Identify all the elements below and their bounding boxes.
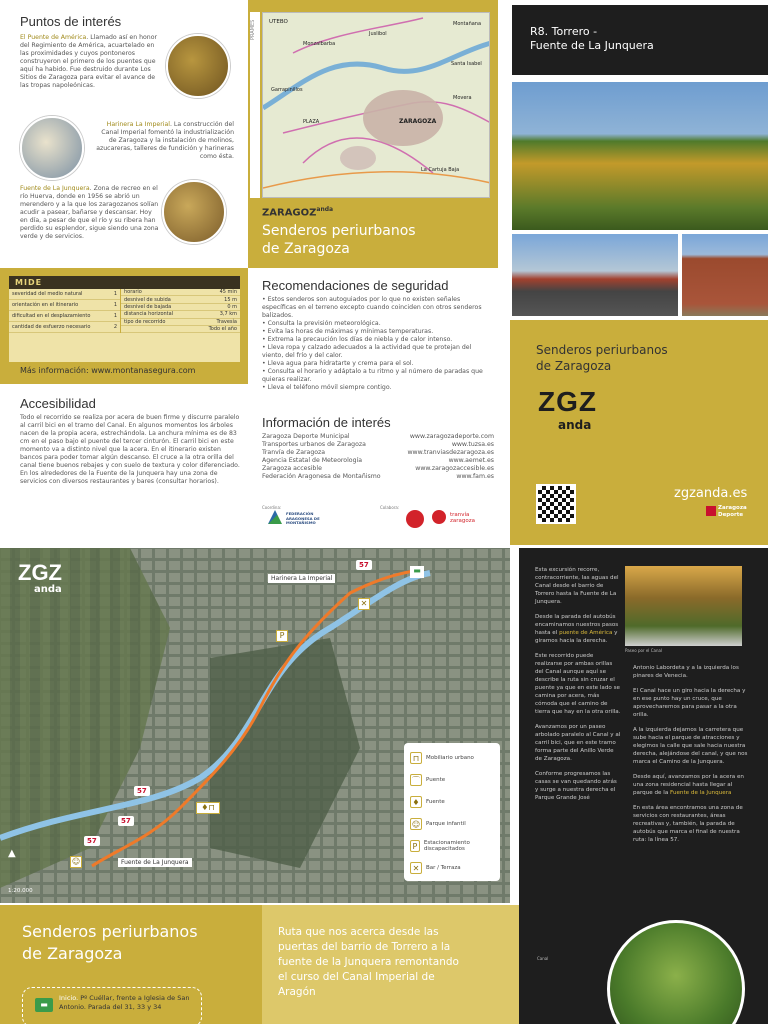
tagline: Ruta que nos acerca desde las puertas del barrio de Torrero a la fuente de la Junquera remontando el curso del Canal Imperial de Aragón [278,926,459,998]
overview-map-svg [263,13,490,198]
route-map[interactable] [0,548,510,903]
bus-stop-marker[interactable]: 57 [118,816,134,826]
info-row [262,457,494,465]
photo-paseo-canal [625,566,742,646]
mide-value: 15 m [224,296,237,303]
tagline-panel [262,905,519,1024]
inicio-label: Inicio. [59,994,79,1002]
map-label-juslibol: Juslibol [369,31,387,37]
map-label-cartuja: La Cartuja Baja [421,167,460,173]
bench-icon: ⊓ [410,752,422,764]
recomendacion-item: • Evita las horas de máximas y mínimas temperaturas. [262,328,434,335]
inicio-text [59,994,199,1012]
map-label-fuente-junquera: Fuente de La Junquera [118,858,192,867]
map-label-movera: Movera [453,95,472,101]
legend-label: Mobiliario urbano [426,755,474,761]
legend-label: Bar / Terraza [426,865,461,871]
poi-photo-puente [166,34,230,98]
bottom-band [0,905,519,1024]
website-link[interactable]: zgzanda.es [674,486,748,501]
bar-icon: ✕ [410,862,422,874]
cover-photo-canal [512,82,768,230]
mide-value: 1 [113,313,117,319]
bus-icon: ▬ [35,998,53,1012]
desc-para: En esta área encontramos una zona de servicios con restaurantes, áreas recreativas y, también, la parada de autobús que marca el final de nuestra ruta: la línea 57. [633,805,743,843]
mide-label: severidad del medio natural [12,291,83,297]
bottom-title [22,921,198,965]
bus-stop-marker[interactable]: 57 [356,560,372,570]
map-label-monzalbarba: Monzalbarba [303,41,336,47]
bottom-title-line1: Senderos periurbanos [22,922,198,941]
mide-row [9,289,120,300]
desc-para: Esta excursión recorre, contracorriente, las aguas del Canal desde el barrio de Torrero hasta la Fuente de La Junquera. [535,567,619,605]
tranvia-logo-text: tranvía zaragoza [450,512,476,524]
desc-para: Avanzamos por un paseo arbolado paralelo al Canal y al carril bici, que en este tramo forma parte del Anillo Verde de Zaragoza. [535,724,621,762]
description-col1 [535,566,621,809]
zaragozanda-sup: anda [316,206,334,213]
mide-value: Travesía [216,318,237,325]
mide-label: horario [124,289,142,296]
poi-name: Fuente de La Junquera [20,185,90,192]
info-title: Información de interés [262,415,391,430]
mide-label: dificultad en el desplazamiento [12,313,91,319]
mide-row [121,326,240,333]
poi-fuente [20,185,160,241]
north-arrow-icon: ▲ [8,848,16,859]
route-line1: R8. Torrero - [530,25,598,38]
legend-row [410,769,494,791]
legend-row [410,747,494,769]
desc-text: y giramos hacia la derecha. [535,630,618,644]
panel-recomendaciones [248,0,510,545]
map-zgz-logo: ZGZ [18,560,62,585]
desc-para: Conforme progresamos las casas se van quedando atrás y surge a nuestra derecha el Parque Grande José [535,771,617,801]
bus-stop-marker[interactable]: 57 [134,786,150,796]
cover-title [536,342,668,374]
desc-para [535,613,621,645]
mide-value: 3,7 km [219,311,237,318]
accesibilidad-text: Todo el recorrido se realiza por acera de buen firme y discurre paralelo al carril bici en el tramo del Canal. En algunos momentos los árboles nacen de la propia acera, estrechándola. La anchura mínima es de 83 cm en el paso bajo el puente del tercer cinturón. El carril bici en este momento va a distinto nivel que la acera. En el itinerario existen bancos para poder tomar algún descanso. El cruce a la otra orilla del canal tiene buenos rebajes y con suelo de textura y color diferenciado. En los alrededores de la Fuente de la Junquera hay una zona de servicios con diversos restaurantes y bares (consultar horarios). [20,414,240,485]
poi-text: . La construcción del Canal Imperial fomentó la industrialización de Zaragoza y la instalación de molinos, azucareras, talleres de fundición y harineras como ésta. [96,121,234,160]
cover-gold [510,320,768,545]
recomendacion-item: • Lleva ropa y calzado adecuados a la actividad que te protejan del viento, del frío y del calor. [262,344,472,359]
tuzsa-logo-icon [406,510,424,528]
coordina-label: Coordina: [262,505,282,510]
caption-canal: Canal [537,956,549,961]
parking-icon: P [410,840,420,852]
desc-para: Este recorrido puede realizarse por ambas orillas del Canal aunque aquí se describe la ruta sin cruzar el puente ya que en este lado se camina por acera, más cómoda que el camino de tierra que hay en la otra orilla. [535,653,621,715]
poi-harinera [92,121,234,161]
brand-title-line2: de Zaragoza [262,241,350,257]
info-list [262,433,494,481]
poi-name: El Puente de América [20,34,87,41]
recomendaciones-list [262,296,494,392]
zaragozanda-text: ZARAGOZ [262,207,317,219]
mide-label: desnivel de bajada [124,303,172,310]
parking-marker-icon[interactable]: P [276,630,288,642]
fam-logo-text: FEDERACIÓN ARAGONESA DE MONTAÑISMO [286,511,320,525]
map-label-garrapinillos: Garrapinillos [271,87,303,93]
bar-marker-icon[interactable]: ✕ [358,598,370,610]
desc-para: El Canal hace un giro hacia la derecha y en ese punto hay un cruce, que aprovecharemos para pasar a la otra orilla. [633,688,746,718]
mide-row [9,322,120,333]
accesibilidad-title: Accesibilidad [20,396,96,411]
route-description [519,548,768,1024]
legend-label: Fuente [426,799,445,805]
legend-label: Puente [426,777,446,783]
map-zgz-logo-sub: anda [34,584,62,595]
fountain-icon: ♦ [410,796,422,808]
info-name: Federación Aragonesa de Montañismo [262,473,381,480]
map-label-harinera: Harinera La Imperial [268,574,335,583]
route-label [512,5,768,75]
overview-map[interactable] [262,12,490,198]
caption-paseo: Paseo por el Canal [625,648,663,653]
cover-photo-puente [512,234,678,316]
zgz-logo-sub: anda [558,418,592,432]
panel-puntos [0,0,248,545]
mide-table [8,275,241,363]
map-label-plaza: PLAZA [303,119,320,125]
desc-highlight: puente de América [559,630,613,636]
bench-marker-icon[interactable]: ♦⊓ [196,802,220,814]
deporte-line1: Zaragoza [718,505,747,511]
recomendacion-item: • Lleva agua para hidratarte y crema para el sol. [262,360,414,367]
legend-row [410,857,494,879]
info-row [262,465,494,473]
mide-row [121,304,240,311]
info-url[interactable]: www.aemet.es [448,457,494,464]
brand-title-line1: Senderos periurbanos [262,223,416,239]
desc-para [633,773,753,797]
info-url[interactable]: www.tuzsa.es [451,441,494,448]
mide-row [121,296,240,303]
mide-row [121,311,240,318]
poi-photo-harinera [20,116,84,180]
bus-stop-marker[interactable]: 57 [84,836,100,846]
mas-info[interactable]: Más información: www.montanasegura.com [20,366,196,375]
poi-text: . Llamado así en honor del Regimiento de América, acuartelado en las proximidades y cuyos pontoneros construyeron el primero de los puentes que aquí ha habido. Fue destruido durante Los Sitios de Zaragoza para evitar el avance de las tropas napoleónicas. [20,34,158,89]
desc-text: Desde aquí, avanzamos por la acera en una zona residencial hasta llegar al parque de la [633,774,744,796]
mide-right-col [121,289,240,333]
mide-row [121,319,240,326]
tranvia-logo-icon [432,510,446,524]
recomendacion-item: • Consulta el horario y adáptalo a tu ritmo y al número de paradas que quieras realizar. [262,368,483,383]
info-name: Zaragoza Deporte Municipal [262,433,350,440]
info-url[interactable]: www.zaragozaccesible.es [415,465,494,472]
mide-label: orientación en el itinerario [12,302,79,308]
photo-canal-circle [607,920,745,1024]
mide-value: 1 [113,291,117,297]
cover-photo-harinera [682,234,768,316]
recomendacion-item: • Estos senderos son autoguiados por lo que no existen señales específicas en el terreno excepto cuando coinciden con otros senderos balizados. [262,296,482,319]
zgz-logo: ZGZ [538,386,597,417]
map-label-zaragoza: ZARAGOZA [399,118,437,125]
route-line2: Fuente de La Junquera [530,39,654,52]
desc-para: A la izquierda dejamos la carretera que sube hacia el parque de atracciones y elegimos la calle que sale hacia nuestra derecha, alejándose del canal, y que nos marca el Camino de la Junquera. [633,727,748,765]
brand-title [262,222,416,258]
bridge-icon: ⌒ [412,775,420,785]
bus-start-icon[interactable]: ▬ [410,566,424,578]
panel-cover [510,0,768,545]
inicio-box [22,987,202,1024]
puntos-title: Puntos de interés [20,14,122,29]
poi-text: . Zona de recreo en el río Huerva, donde en 1956 se abrió un merendero y a la que los zaragozanos solían acudir a pasear, bañarse y descansar. Hoy en día, a pesar de que el río y su ribera han perdido su esplendor, sigue siendo una zona verde y de servicios. [20,185,159,240]
legend-row [410,835,494,857]
map-legend [404,743,500,881]
recomendacion-item: • Extrema la precaución los días de niebla y de calor intenso. [262,336,453,343]
inicio-detail: Pº Cuéllar, frente a Iglesia de San Antonio. Parada del 31, 33 y 34 [59,994,190,1011]
info-row [262,433,494,441]
mide-value: 2 [113,324,117,330]
mide-value: Todo el año [208,326,237,333]
playground-icon: ☺ [411,819,421,829]
playground-marker-icon[interactable]: ☺ [71,857,81,866]
fam-logo-icon [268,510,282,524]
map-label-utebo: UTEBO [269,19,288,25]
mide-left-col [9,289,121,333]
info-url[interactable]: www.tranviasdezaragoza.es [407,449,494,456]
info-name: Transportes urbanos de Zaragoza [262,441,366,448]
info-url[interactable]: www.fam.es [456,473,494,480]
mide-row [9,311,120,322]
desc-text: Desde la parada del autobús encaminamos nuestros pasos hasta el [535,614,619,636]
mide-label: tipo de recorrido [124,318,166,325]
zaragozanda-logo [262,206,333,218]
map-label-santa-isabel: Santa Isabel [451,61,482,67]
desc-highlight: Fuente de la Junquera [670,790,732,796]
legend-row [410,813,494,835]
colabora-label: Colabora: [380,505,400,510]
info-row [262,441,494,449]
mide-value: 45 min [219,289,237,296]
prames-label: PRAMES [250,19,256,40]
mide-row [121,289,240,296]
desc-para: Antonio Labordeta y a la izquierda los pinares de Venecia. [633,665,739,679]
legend-row [410,791,494,813]
info-name: Zaragoza accesible [262,465,322,472]
mide-label: cantidad de esfuerzo necesario [12,324,91,330]
deporte-line2: Deporte [718,511,744,518]
mide-value: 1 [113,302,117,308]
info-row [262,473,494,481]
recomendacion-item: • Lleva el teléfono móvil siempre contigo. [262,384,392,391]
mide-label: distancia horizontal [124,311,174,318]
deporte-logo-text [718,505,747,518]
recomendacion-item: • Consulta la previsión meteorológica. [262,320,381,327]
mide-title: MIDE [9,276,240,289]
cover-title-line1: Senderos periurbanos [536,343,668,357]
legend-label: Parque infantil [426,821,466,827]
info-name: Agencia Estatal de Meteorología [262,457,363,464]
map-label-montanana: Montañana [453,21,482,27]
poi-puente-america [20,34,160,90]
info-row [262,449,494,457]
description-col2 [633,664,753,851]
info-name: Tranvía de Zaragoza [262,449,326,456]
info-url[interactable]: www.zaragozadeporte.com [409,433,494,440]
cover-title-line2: de Zaragoza [536,359,612,373]
map-scale: 1:20.000 [8,888,33,894]
mide-value: 0 m [227,303,237,310]
qr-code-icon[interactable] [536,484,576,524]
mide-row [9,300,120,311]
deporte-logo-icon [706,506,716,516]
recomendaciones-title: Recomendaciones de seguridad [262,278,449,293]
poi-name: Harinera La Imperial [106,121,170,128]
legend-label: Estacionamiento discapacitados [423,840,470,852]
poi-photo-fuente [162,180,226,244]
mide-label: desnivel de subida [124,296,171,303]
bottom-title-line2: de Zaragoza [22,944,123,963]
